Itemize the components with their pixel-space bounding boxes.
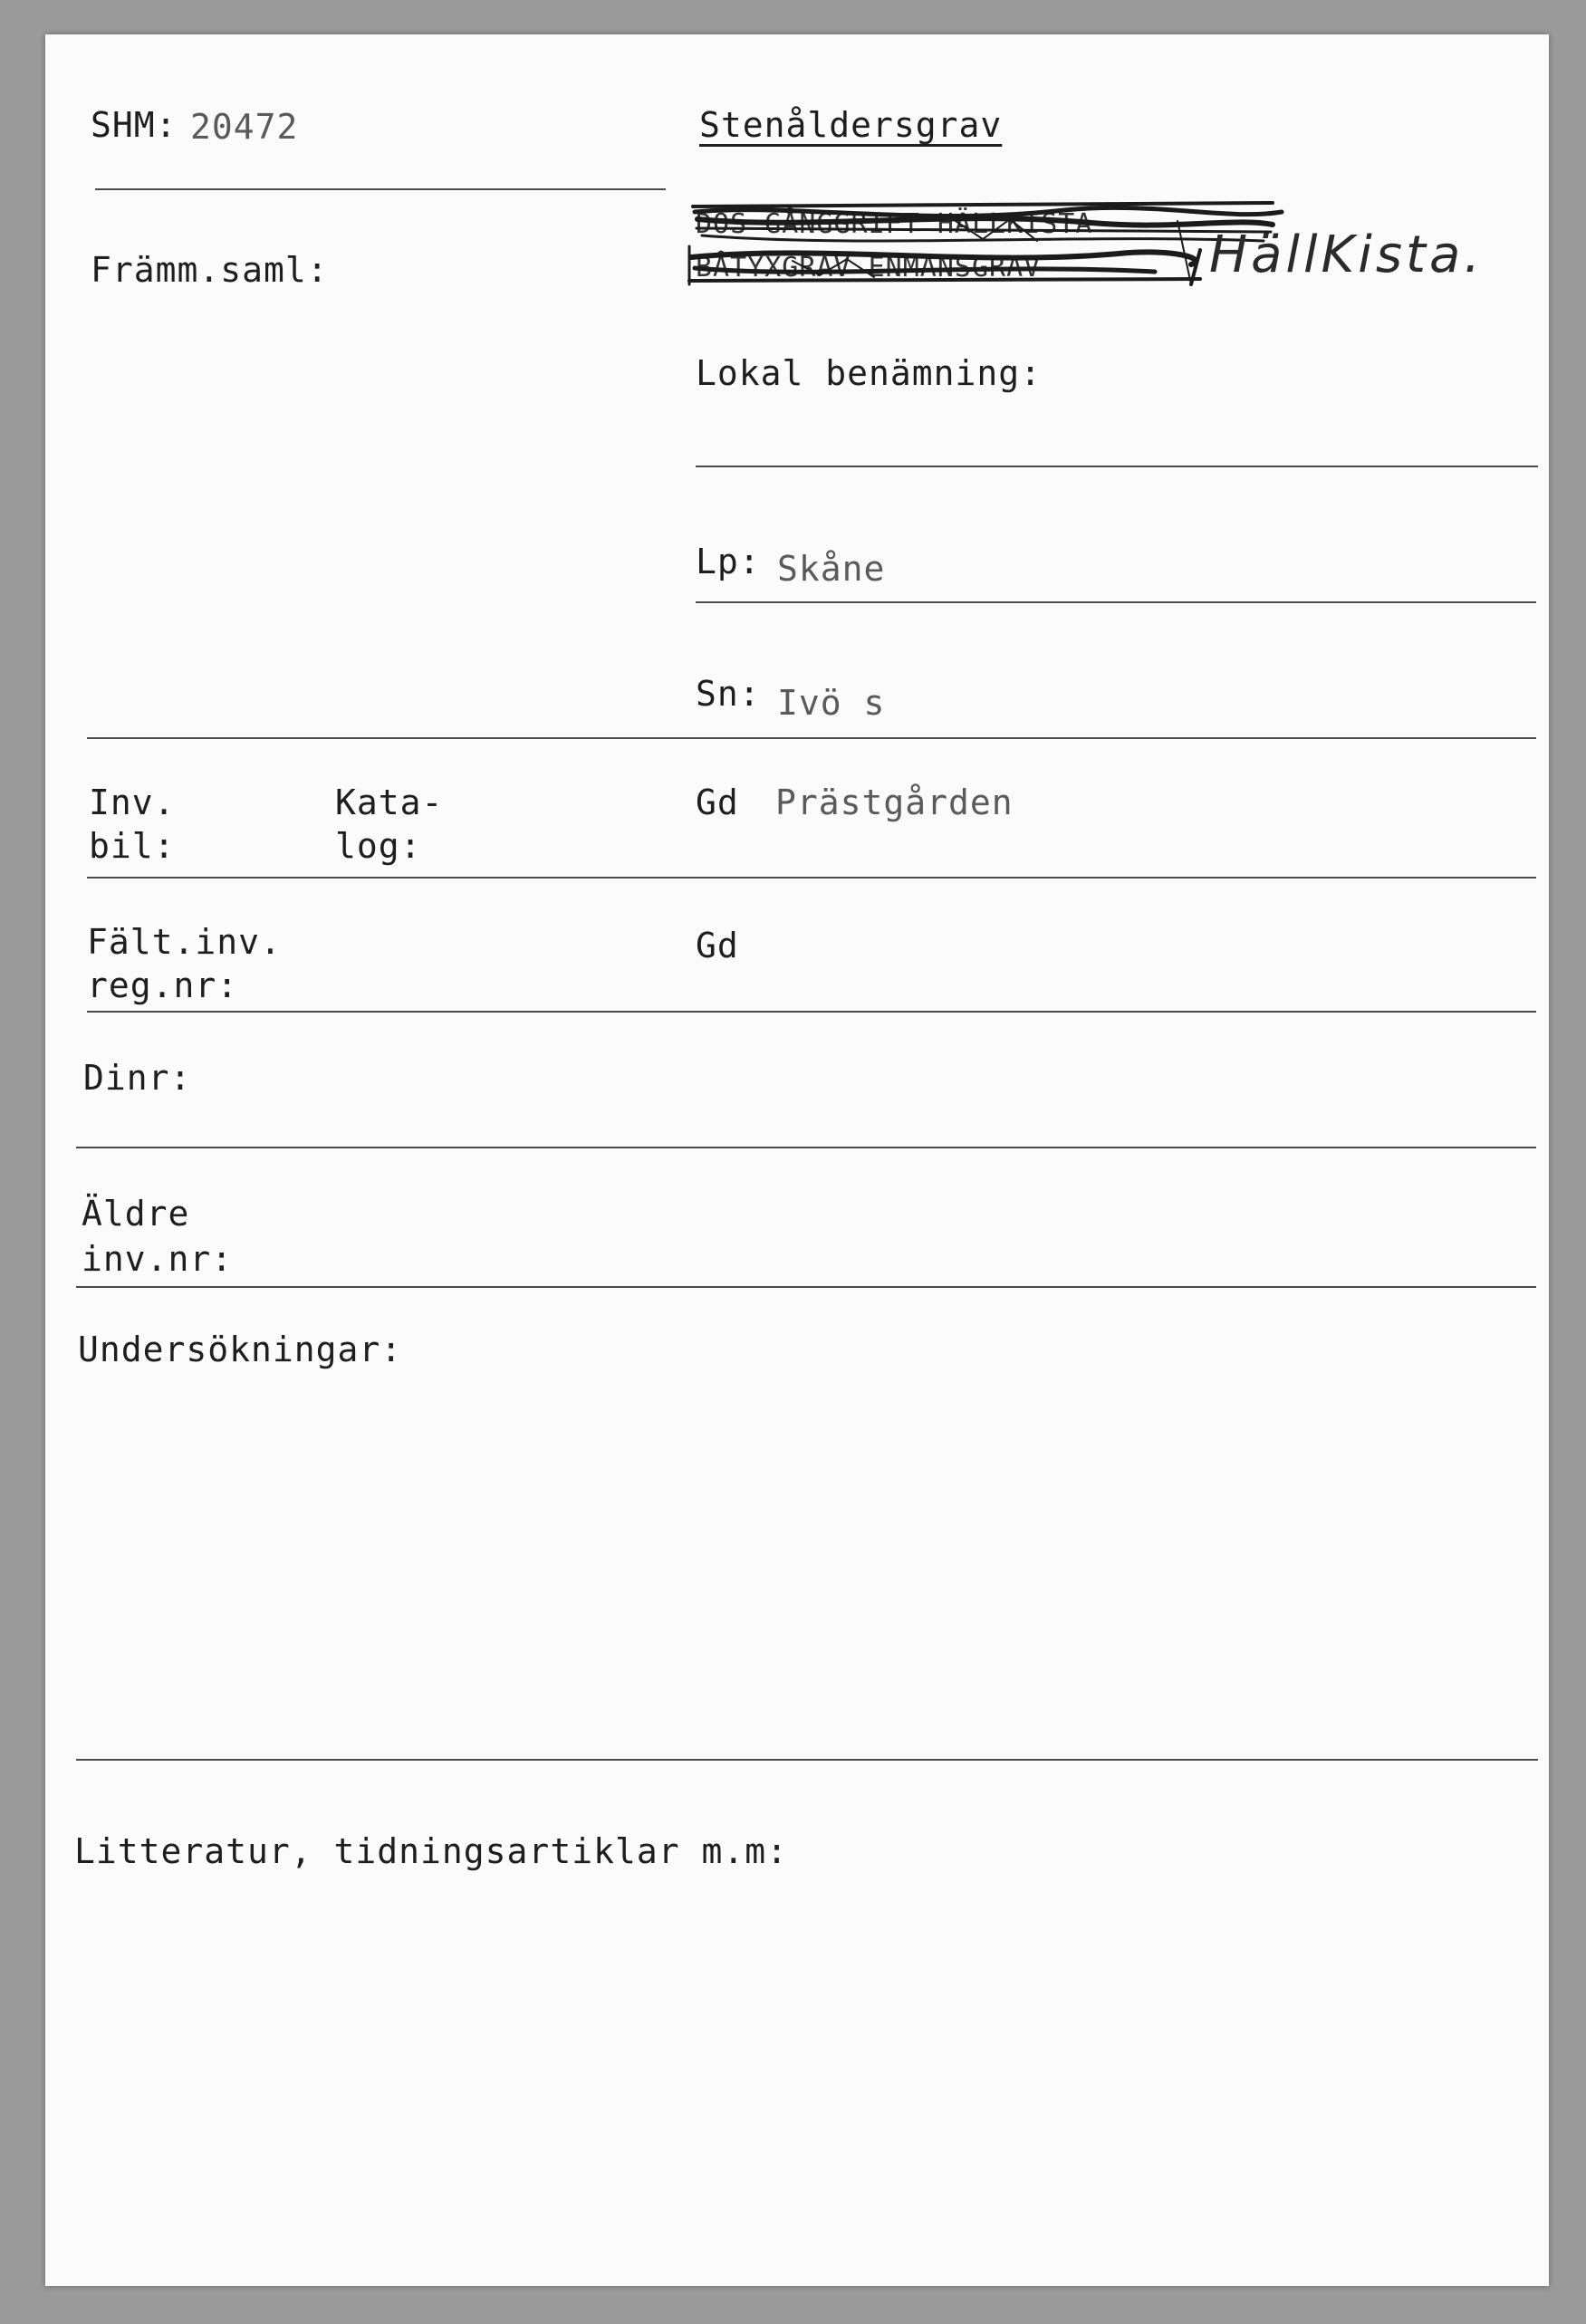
litteratur-label: Litteratur, tidningsartiklar m.m: xyxy=(74,1831,788,1871)
lokal-benamning-label: Lokal benämning: xyxy=(696,353,1043,393)
dinr-label: Dinr: xyxy=(83,1058,192,1098)
category-title: Stenåldersgrav xyxy=(699,105,1003,145)
struck-type-line-1: DOS GÅNGGRIFT HÄLLKISTA xyxy=(696,208,1093,240)
undersokningar-label: Undersökningar: xyxy=(78,1330,403,1369)
divider-aldre xyxy=(76,1286,1536,1288)
divider-lokal xyxy=(696,466,1538,467)
katalog-label-2: log: xyxy=(335,826,422,866)
archive-card xyxy=(45,34,1549,2286)
katalog-label-1: Kata- xyxy=(335,783,444,822)
divider-dinr xyxy=(76,1147,1536,1148)
gd-label-2: Gd xyxy=(696,926,739,965)
divider-falt xyxy=(87,1011,1536,1013)
falt-label-2: reg.nr: xyxy=(87,965,239,1005)
divider-inv xyxy=(87,877,1536,879)
falt-label-1: Fält.inv. xyxy=(87,922,282,962)
sn-label: Sn: xyxy=(696,674,761,714)
shm-number: 20472 xyxy=(190,107,299,147)
struck-type-line-2: BÅTYXGRAV ENMANSGRAV xyxy=(696,252,1042,283)
framm-saml-label: Främm.saml: xyxy=(91,250,329,290)
sn-value: Ivö s xyxy=(777,683,886,723)
divider-shm xyxy=(95,188,666,190)
divider-sn xyxy=(87,737,1536,739)
aldre-label-2: inv.nr: xyxy=(82,1239,234,1279)
aldre-label-1: Äldre xyxy=(82,1194,190,1234)
lp-value: Skåne xyxy=(777,549,886,589)
inv-label-1: Inv. xyxy=(89,783,176,822)
handwritten-grave-type: HällKista. xyxy=(1209,226,1485,284)
lp-label: Lp: xyxy=(696,542,761,581)
inv-label-2: bil: xyxy=(89,826,176,866)
gd-label-1: Gd xyxy=(696,783,739,822)
gd-value-1: Prästgården xyxy=(775,783,1014,822)
divider-undersokningar xyxy=(76,1759,1538,1761)
divider-lp xyxy=(696,601,1536,603)
shm-label: SHM: xyxy=(91,105,178,145)
